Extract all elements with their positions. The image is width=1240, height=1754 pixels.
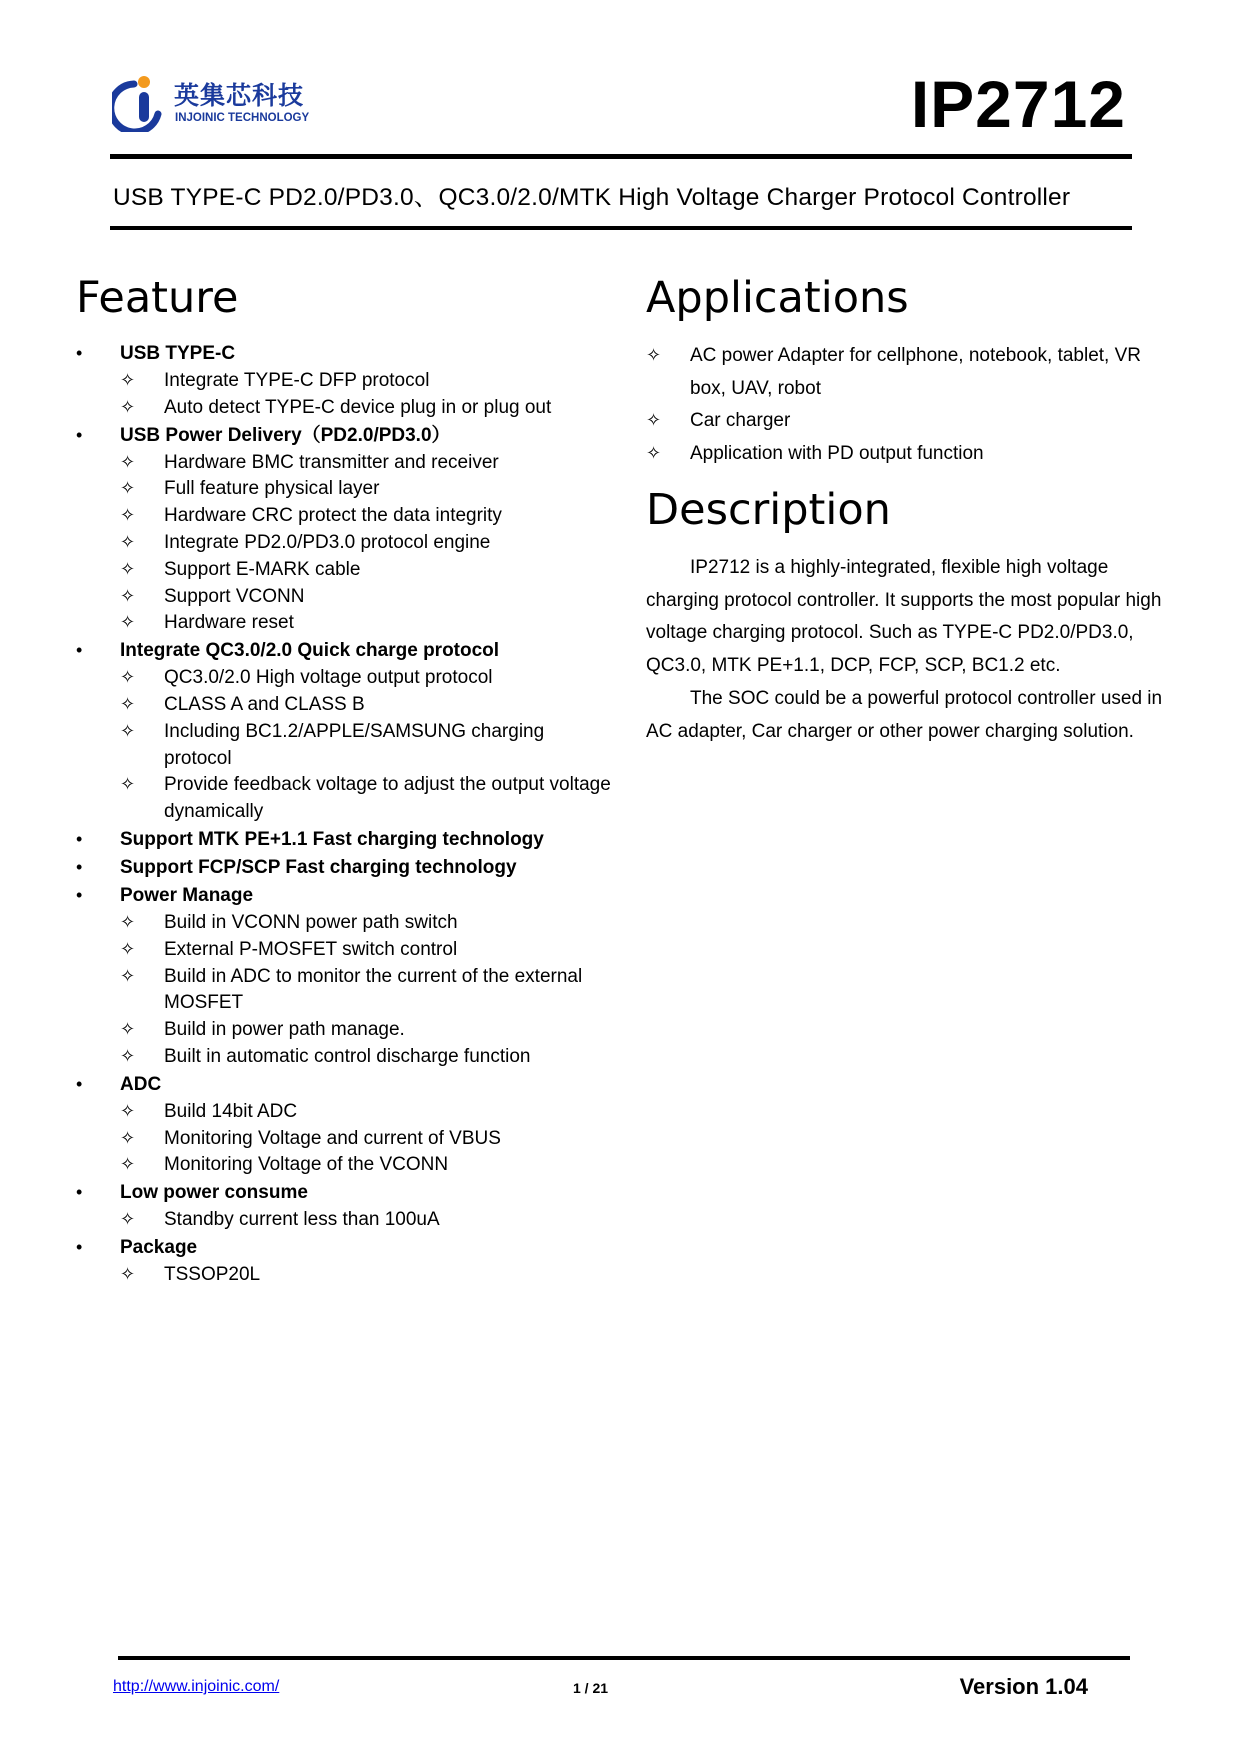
application-item — [646, 438, 1176, 471]
diamond-bullet-icon: ✧ — [120, 505, 136, 527]
feature-group — [76, 826, 616, 854]
diamond-bullet-icon: ✧ — [120, 938, 136, 960]
feature-group-heading: Power Manage — [120, 884, 254, 906]
diamond-bullet-icon: ✧ — [120, 1045, 136, 1067]
feature-item-text: Integrate TYPE-C DFP protocol — [164, 370, 430, 391]
diamond-bullet-icon: ✧ — [120, 774, 136, 796]
feature-item-text: Including BC1.2/APPLE/SAMSUNG charging protocol — [164, 720, 545, 769]
feature-item-text: Integrate PD2.0/PD3.0 protocol engine — [164, 531, 491, 553]
feature-group — [76, 882, 616, 1071]
bullet-icon: • — [76, 1182, 83, 1203]
feature-item — [120, 1262, 616, 1289]
feature-item — [120, 530, 616, 557]
feature-item — [120, 557, 616, 584]
description-body — [646, 552, 1176, 748]
feature-group-heading: Package — [120, 1236, 198, 1258]
diamond-bullet-icon: ✧ — [120, 693, 136, 715]
feature-group — [76, 340, 616, 422]
feature-group-heading: Low power consume — [120, 1182, 308, 1204]
feature-item — [120, 450, 616, 477]
feature-group — [76, 1234, 616, 1289]
feature-item-text: Support E-MARK cable — [164, 558, 361, 580]
application-item-text: Application with PD output function — [690, 442, 984, 464]
diamond-bullet-icon: ✧ — [120, 1263, 136, 1285]
feature-item — [120, 1126, 616, 1153]
feature-group — [76, 854, 616, 882]
diamond-bullet-icon: ✧ — [120, 667, 136, 689]
diamond-bullet-icon: ✧ — [646, 345, 662, 366]
feature-sub-list — [120, 910, 616, 1071]
feature-group — [76, 1071, 616, 1179]
diamond-bullet-icon: ✧ — [120, 531, 136, 553]
feature-item-text: Support VCONN — [164, 585, 305, 607]
footer-rule — [118, 1656, 1130, 1660]
feature-item-text: Full feature physical layer — [164, 478, 380, 500]
website-link[interactable]: http://www.injoinic.com/ — [113, 1678, 280, 1695]
feature-item-text: Build 14bit ADC — [164, 1100, 298, 1122]
feature-section — [76, 268, 616, 1289]
diamond-bullet-icon: ✧ — [120, 1019, 136, 1041]
feature-item — [120, 1044, 616, 1071]
feature-item — [120, 395, 616, 422]
description-title: Description — [646, 485, 891, 535]
diamond-bullet-icon: ✧ — [120, 1100, 136, 1122]
feature-sub-list — [120, 450, 616, 638]
bullet-icon: • — [76, 1236, 83, 1257]
feature-item-text: Hardware CRC protect the data integrity — [164, 505, 502, 527]
feature-sub-list — [120, 1262, 616, 1289]
feature-item-text: External P-MOSFET switch control — [164, 938, 458, 960]
logo-english-name: INJOINIC TECHNOLOGY — [175, 112, 310, 124]
diamond-bullet-icon: ✧ — [646, 442, 662, 464]
feature-item-text: TSSOP20L — [164, 1263, 261, 1285]
bullet-icon: • — [76, 856, 83, 877]
application-item — [646, 340, 1176, 405]
diamond-bullet-icon: ✧ — [120, 558, 136, 580]
diamond-bullet-icon: ✧ — [120, 396, 136, 418]
feature-item — [120, 610, 616, 637]
diamond-bullet-icon: ✧ — [120, 478, 136, 500]
diamond-bullet-icon: ✧ — [646, 410, 662, 431]
bullet-icon: • — [76, 424, 83, 445]
feature-item-text: Build in ADC to monitor the current of the external MOSFET — [164, 965, 583, 1014]
feature-item — [120, 1152, 616, 1179]
feature-item — [120, 368, 616, 395]
bullet-icon: • — [76, 828, 83, 849]
feature-sub-list — [120, 665, 616, 826]
feature-sub-list — [120, 368, 616, 422]
feature-item — [120, 719, 616, 773]
company-logo — [112, 72, 322, 132]
bullet-icon: • — [76, 884, 83, 905]
feature-item — [120, 665, 616, 692]
diamond-bullet-icon: ✧ — [120, 451, 136, 473]
feature-group-heading: Support FCP/SCP Fast charging technology — [120, 856, 517, 878]
diamond-bullet-icon: ✧ — [120, 612, 136, 634]
bullet-icon: • — [76, 1073, 83, 1094]
feature-item-text: Monitoring Voltage and current of VBUS — [164, 1127, 501, 1149]
feature-item — [120, 584, 616, 611]
header-rule — [110, 154, 1132, 159]
applications-title: Applications — [646, 273, 909, 323]
feature-group — [76, 637, 616, 826]
bullet-icon: • — [76, 640, 83, 661]
right-column — [646, 268, 1176, 748]
diamond-bullet-icon: ✧ — [120, 1209, 136, 1231]
diamond-bullet-icon: ✧ — [120, 911, 136, 933]
feature-group — [76, 422, 616, 638]
logo-chinese-name: 英集芯科技 — [174, 81, 305, 110]
feature-item — [120, 910, 616, 937]
feature-group-heading: Support MTK PE+1.1 Fast charging technology — [120, 828, 544, 850]
feature-item — [120, 476, 616, 503]
feature-group-heading: ADC — [120, 1073, 162, 1095]
feature-item — [120, 772, 616, 826]
application-item — [646, 405, 1176, 438]
document-subtitle: USB TYPE-C PD2.0/PD3.0、QC3.0/2.0/MTK High Voltage Charger Protocol Controller — [113, 184, 1071, 211]
version-label: Version 1.04 — [959, 1674, 1088, 1699]
feature-group-heading: USB Power Delivery（PD2.0/PD3.0） — [120, 424, 451, 446]
application-item-text: AC power Adapter for cellphone, notebook, tablet, VR box, UAV, robot — [690, 345, 1141, 399]
feature-item-text: Monitoring Voltage of the VCONN — [164, 1154, 449, 1176]
feature-item — [120, 1207, 616, 1234]
feature-item-text: Standby current less than 100uA — [164, 1209, 440, 1231]
feature-group-heading: Integrate QC3.0/2.0 Quick charge protocol — [120, 640, 500, 662]
applications-list — [646, 340, 1176, 470]
feature-title: Feature — [76, 273, 239, 323]
feature-item — [120, 503, 616, 530]
diamond-bullet-icon: ✧ — [120, 1154, 136, 1176]
page-number: 1 / 21 — [573, 1680, 609, 1696]
feature-item-text: Build in power path manage. — [164, 1019, 405, 1041]
feature-item-text: Built in automatic control discharge function — [164, 1045, 531, 1067]
feature-item — [120, 964, 616, 1018]
diamond-bullet-icon: ✧ — [120, 965, 136, 987]
feature-item-text: QC3.0/2.0 High voltage output protocol — [164, 667, 493, 689]
feature-list — [76, 340, 616, 1289]
feature-item — [120, 937, 616, 964]
feature-item-text: Build in VCONN power path switch — [164, 911, 458, 933]
feature-sub-list — [120, 1207, 616, 1234]
description-paragraph: The SOC could be a powerful protocol controller used in AC adapter, Car charger or other power charging solution. — [646, 687, 1163, 742]
injoinic-logo-icon — [112, 72, 172, 132]
feature-item-text: Hardware BMC transmitter and receiver — [164, 451, 499, 473]
feature-item — [120, 692, 616, 719]
diamond-bullet-icon: ✧ — [120, 1127, 136, 1149]
feature-sub-list — [120, 1099, 616, 1179]
feature-item-text: Provide feedback voltage to adjust the output voltage dynamically — [164, 774, 611, 823]
feature-group-heading: USB TYPE-C — [120, 343, 236, 364]
description-paragraph: IP2712 is a highly-integrated, flexible high voltage charging protocol controller. It supports the most popular high voltage charging protocol. Such as TYPE-C PD2.0/PD3.0, QC3.0, MTK PE+1.1, DCP, FCP, SCP, BC1.2 etc. — [646, 557, 1162, 677]
subtitle-rule — [110, 226, 1132, 230]
part-number: IP2712 — [910, 67, 1126, 141]
diamond-bullet-icon: ✧ — [120, 720, 136, 742]
bullet-icon: • — [76, 343, 83, 363]
feature-item-text: Hardware reset — [164, 612, 294, 634]
feature-item-text: Auto detect TYPE-C device plug in or plug out — [164, 396, 552, 418]
diamond-bullet-icon: ✧ — [120, 585, 136, 607]
feature-group — [76, 1179, 616, 1234]
feature-item-text: CLASS A and CLASS B — [164, 693, 365, 715]
feature-item — [120, 1017, 616, 1044]
feature-item — [120, 1099, 616, 1126]
diamond-bullet-icon: ✧ — [120, 370, 136, 391]
application-item-text: Car charger — [690, 410, 791, 431]
